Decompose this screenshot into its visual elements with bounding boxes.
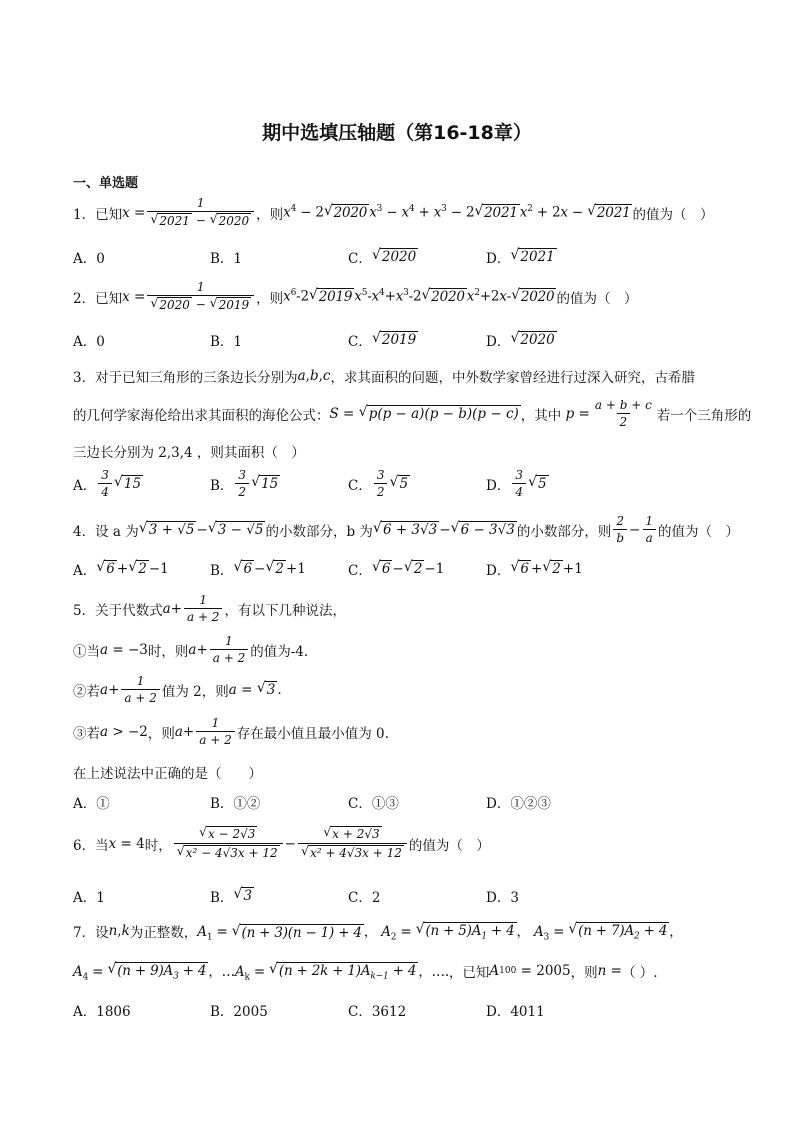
question-7-line-1: 7．设 n , k 为正整数， $A_1$ = √ (n + 3)(n − 1) + 4 ， $A_2$ = √ $(n + 5)A_1 + 4$ ， $A_3$ = √ $(n + 7)A_2 + 4$ ， <box>73 921 683 943</box>
q1-expression: $x^4 - 2$ √ 2020 $x^3 - x^4 + x^3 - 2$ √ 2021 $x^2 + 2x$ − √ 2021 <box>283 202 631 221</box>
question-3-line-3: 三边长分别为 2,3,4 ，则其面积（ ） <box>73 445 305 461</box>
q7-option-d[interactable]: D．4011 <box>486 1004 545 1020</box>
q4-option-c[interactable]: C． √ 6 − √ 2 −1 <box>348 559 445 579</box>
q5-option-a[interactable]: A．① <box>73 796 110 812</box>
q1-option-b[interactable]: B．1 <box>210 251 243 267</box>
q1-option-d[interactable]: D． √ 2021 <box>486 247 555 267</box>
question-6: 6．当 x = 4 时， √ x − 2√3 √ x² − 4√3x + 12 − √ x + 2√3 √ x² + 4√3x + 12 的值为（ ） <box>73 824 490 860</box>
q5-ask: 在上述说法中正确的是（ ） <box>73 766 262 782</box>
q5-option-c[interactable]: C．①③ <box>348 796 399 812</box>
q3-p-fraction: $\frac{a + b + c}{2}$ <box>594 398 652 429</box>
q4-option-b[interactable]: B． √ 6 − √ 2 +1 <box>210 559 306 579</box>
q2-tail: 的值为（ ） <box>556 290 638 307</box>
q2-prefix: 2．已知 <box>73 290 123 307</box>
q7-option-c[interactable]: C．3612 <box>348 1004 407 1020</box>
question-1: 1．已知 x = 1 √ 2021 − √ 2020 ，则 $x^4 - 2$ √ 2020 $x^3 - x^4 + x^3 - 2$ √ 2021 $x^2 + 2x$ − √ 2021 的值为（ ） <box>73 196 714 228</box>
q6-option-a[interactable]: A．1 <box>73 890 105 906</box>
q2-fraction: 1 √ 2020 − √ 2019 <box>147 280 254 313</box>
q6-option-d[interactable]: D．3 <box>486 890 519 906</box>
question-7-line-2: $A_4$ = √ $(n + 9)A_3 + 4$ ，$\dots A_k$ = √ $(n + 2k + 1)A_{k-1} + 4$ ，…. ，已知 A 100 = 2005 ，则 n = （ ）. <box>73 961 658 983</box>
section-heading: 一、单选题 <box>73 176 139 191</box>
question-3-line-2: 的几何学家海伦给出求其面积的海伦公式： S = √ p(p − a)(p − b)(p − c) ，其中 p = $\frac{a + b + c}{2}$ 若一个三角形的 <box>73 398 752 429</box>
q7-option-b[interactable]: B．2005 <box>210 1004 268 1020</box>
q4-option-a[interactable]: A． √ 6 + √ 2 −1 <box>73 559 169 579</box>
q1-option-a[interactable]: A．0 <box>73 251 105 267</box>
q2-option-d[interactable]: D． √ 2020 <box>486 330 555 350</box>
q1-fraction: 1 √ 2021 − √ 2020 <box>147 196 254 229</box>
q5-statement-2: ②若 a + $\frac{1}{a + 2}$ 值为 2，则 a = √ 3 . <box>73 674 282 705</box>
q5-statement-1: ①当 a = −3 时，则 a + $\frac{1}{a + 2}$ 的值为-4. <box>73 634 309 665</box>
question-5: 5．关于代数式 a + $\frac{1}{a + 2}$ ，有以下几种说法， <box>73 593 346 624</box>
q5-option-b[interactable]: B．①② <box>210 796 261 812</box>
q4-option-d[interactable]: D． √ 6 + √ 2 +1 <box>486 559 583 579</box>
q3-option-a[interactable]: A． $\frac{3}{4}$ √ 15 <box>73 468 142 499</box>
q3-option-d[interactable]: D． $\frac{3}{4}$ √ 5 <box>486 468 547 499</box>
question-2: 2．已知 x = 1 √ 2020 − √ 2019 ，则 $x^6-2$ √ 2019 $x^5-x^4+x^3-2$ √ 2020 $x^2+2x-$ √ 2020 的值为（ ） <box>73 280 638 312</box>
q7-option-a[interactable]: A．1806 <box>73 1004 131 1020</box>
q1-option-c[interactable]: C． √ 2020 <box>348 247 417 267</box>
q6-option-b[interactable]: B． √ 3 <box>210 886 253 906</box>
q3-option-c[interactable]: C． $\frac{3}{2}$ √ 5 <box>348 468 409 499</box>
q5-statement-3: ③若 a > −2 ，则 a + $\frac{1}{a + 2}$ 存在最小值且最小值为 0. <box>73 716 389 747</box>
question-3-line-1: 3．对于已知三角形的三条边长分别为 a , b , c ，求其面积的问题，中外数学家曾经进行过深入研究，古希腊 <box>73 368 695 386</box>
q2-option-a[interactable]: A．0 <box>73 334 105 350</box>
question-4: 4．设 a 为 √ 3 + √5 − √ 3 − √5 的小数部分，b 为 √ 6 + 3√3 − √ 6 − 3√3 的小数部分，则 $\frac{2}{b}$ − $\frac{1}{a}$ 的值为（ ） <box>73 514 739 545</box>
q1-tail: 的值为（ ） <box>632 206 714 223</box>
q2-option-c[interactable]: C． √ 2019 <box>348 330 417 350</box>
page-title: 期中选填压轴题（第16-18章） <box>262 122 532 144</box>
q2-expression: $x^6-2$ √ 2019 $x^5-x^4+x^3-2$ √ 2020 $x^2+2x-$ √ 2020 <box>283 286 555 305</box>
q5-option-d[interactable]: D．①②③ <box>486 796 551 812</box>
q1-mid: ，则 <box>256 206 284 223</box>
q2-option-b[interactable]: B．1 <box>210 334 243 350</box>
q2-mid: ，则 <box>256 290 284 307</box>
q3-option-b[interactable]: B． $\frac{3}{2}$ √ 15 <box>210 468 279 499</box>
heron-formula: √ p(p − a)(p − b)(p − c) <box>358 403 519 422</box>
q1-prefix: 1．已知 <box>73 206 123 223</box>
q6-option-c[interactable]: C．2 <box>348 890 381 906</box>
